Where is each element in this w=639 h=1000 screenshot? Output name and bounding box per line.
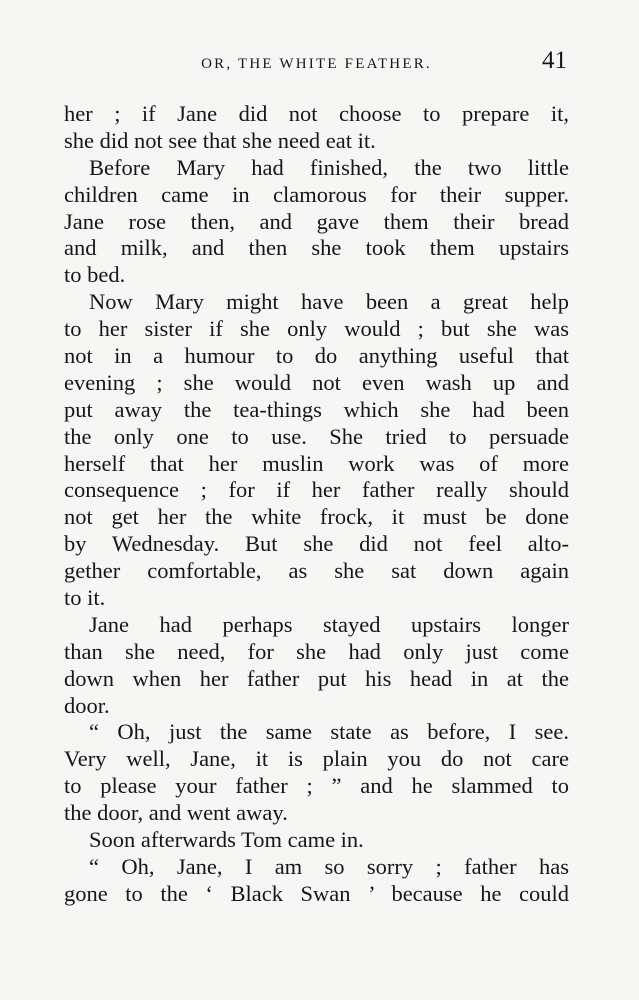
text-line: children came in clamorous for their supper. bbox=[64, 181, 569, 207]
text-line: Jane had perhaps stayed upstairs longer bbox=[89, 611, 569, 637]
text-line: to her sister if she only would ; but she was bbox=[64, 316, 569, 342]
text-line: herself that her muslin work was of more bbox=[64, 450, 569, 476]
text-line: not in a humour to do anything useful that bbox=[64, 343, 569, 369]
text-line: to please your father ; ” and he slammed to bbox=[64, 773, 569, 799]
text-line: the door, and went away. bbox=[64, 800, 288, 826]
running-title: OR, THE WHITE FEATHER. bbox=[201, 56, 432, 72]
text-line: the only one to use. She tried to persuade bbox=[64, 423, 569, 449]
text-line: down when her father put his head in at the bbox=[64, 665, 569, 691]
text-line: put away the tea-things which she had been bbox=[64, 396, 569, 422]
text-line: to bed. bbox=[64, 262, 126, 288]
text-line: Very well, Jane, it is plain you do not care bbox=[64, 746, 569, 772]
text-line: than she need, for she had only just come bbox=[64, 638, 569, 664]
text-line: “ Oh, just the same state as before, I see. bbox=[89, 719, 569, 745]
text-line: consequence ; for if her father really should bbox=[64, 477, 569, 503]
running-head bbox=[64, 44, 569, 78]
text-line: door. bbox=[64, 692, 110, 718]
page-number: 41 bbox=[542, 47, 567, 74]
text-line: gether comfortable, as she sat down again bbox=[64, 558, 569, 584]
text-line: Jane rose then, and gave them their bread bbox=[64, 208, 569, 234]
text-line: and milk, and then she took them upstairs bbox=[64, 235, 569, 261]
text-line: she did not see that she need eat it. bbox=[64, 127, 376, 153]
text-line: gone to the ‘ Black Swan ’ because he could bbox=[64, 880, 569, 906]
text-line: evening ; she would not even wash up and bbox=[64, 369, 569, 395]
text-line: not get her the white frock, it must be done bbox=[64, 504, 569, 530]
text-line: her ; if Jane did not choose to prepare it, bbox=[64, 101, 569, 126]
text-line: to it. bbox=[64, 585, 106, 611]
text-line: Before Mary had finished, the two little bbox=[89, 154, 569, 180]
body-text bbox=[64, 101, 569, 908]
text-line: “ Oh, Jane, I am so sorry ; father has bbox=[89, 853, 569, 879]
text-line: Soon afterwards Tom came in. bbox=[89, 827, 364, 853]
text-line: by Wednesday. But she did not feel alto- bbox=[64, 531, 569, 557]
text-line: Now Mary might have been a great help bbox=[89, 289, 569, 315]
